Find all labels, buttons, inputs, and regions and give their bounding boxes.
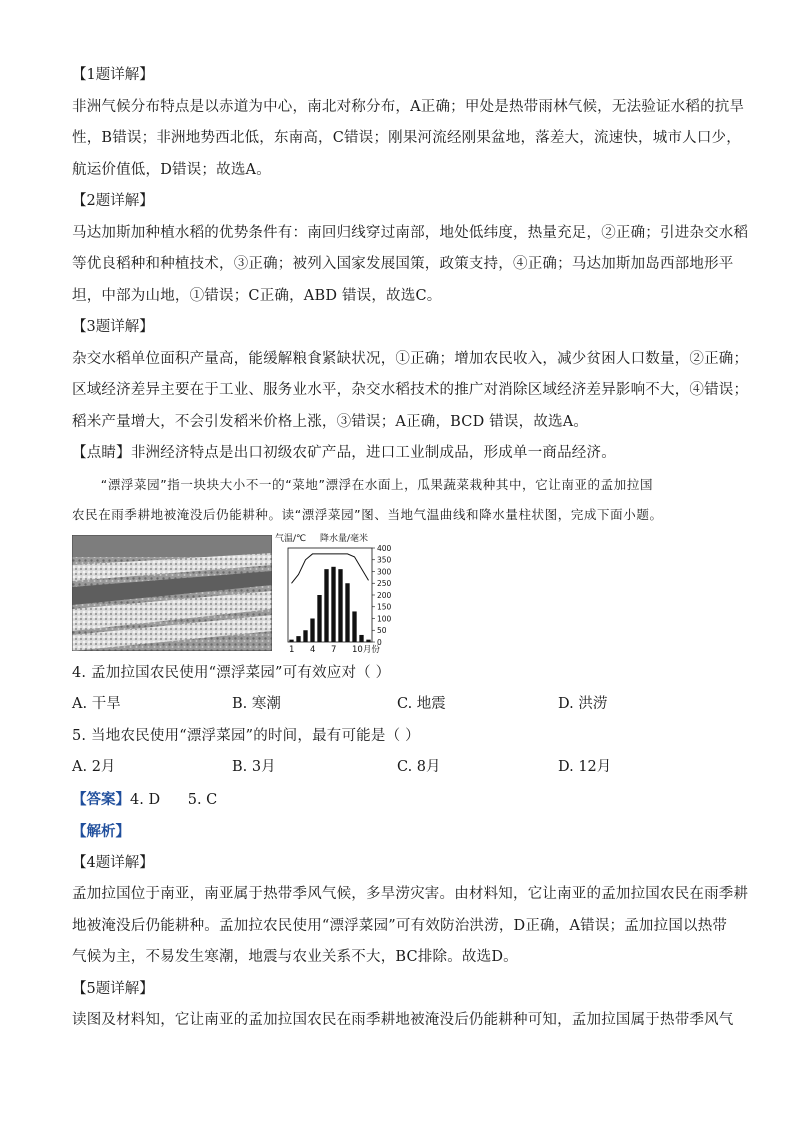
y-right-tick-label: 50: [377, 625, 387, 635]
question-4-options: [72, 689, 722, 721]
section-2-heading: 【2题详解】: [72, 193, 154, 209]
question-4-stem: 4. 孟加拉国农民使用“漂浮菜园”可有效应对（ ）: [72, 664, 391, 681]
x-tick-label: 10月份: [352, 644, 380, 654]
precip-bar: [352, 611, 356, 642]
y-right-label: 降水量/毫米: [320, 533, 369, 544]
y-right-tick-label: 0: [377, 637, 382, 647]
section-3-line: 杂交水稻单位面积产量高，能缓解粮食紧缺状况，①正确；增加农民收入，减少贫困人口数量，②正确；: [72, 350, 749, 367]
plot-frame: [288, 548, 372, 642]
x-tick-label: 4: [310, 644, 316, 654]
option-b: B. 3月: [232, 759, 276, 775]
climate-chart: [274, 532, 406, 654]
answer-text: 4. D 5. C: [130, 791, 218, 808]
page-content: [72, 60, 749, 1037]
section-3-line: 稻米产量增大，不会引发稻米价格上涨，③错误；A正确，BCD 错误，故选A。: [72, 413, 589, 430]
section-3-heading: 【3题详解】: [72, 319, 154, 335]
y-left-label: 气温/℃: [275, 533, 307, 544]
y-right-tick-label: 250: [377, 578, 392, 588]
precip-bar: [359, 634, 363, 641]
option-a: A. 2月: [72, 759, 116, 775]
section-2-line: 等优良稻种和种植技术，③正确；被列入国家发展国策，政策支持，④正确；马达加斯加岛西部地形平: [72, 256, 734, 272]
precip-bar: [338, 569, 342, 642]
tip-paragraph: [72, 438, 722, 470]
option-d: D. 12月: [558, 759, 612, 775]
tip-text: 非洲经济特点是出口初级农矿产品，进口工业制成品，形成单一商品经济。: [130, 445, 616, 461]
section-1-heading: 【1题详解】: [72, 67, 154, 83]
tip-label: 【点睛】: [72, 445, 131, 461]
precip-bar: [331, 566, 335, 641]
section-5-heading: 【5题详解】: [72, 980, 154, 997]
answer-line: [72, 784, 722, 817]
section-1-line: 非洲气候分布特点是以赤道为中心，南北对称分布，A正确；甲处是热带雨林气候，无法验证水稻的抗旱: [72, 98, 745, 115]
option-a: A. 干旱: [72, 696, 121, 712]
temperature-curve: [292, 553, 369, 582]
section-4-line: 地被淹没后仍能耕种。孟加拉农民使用“漂浮菜园”可有效防治洪涝，D正确，A错误；孟加拉国以热带: [72, 917, 728, 934]
section-5-line: 读图及材料知，它让南亚的孟加拉国农民在雨季耕地被淹没后仍能耕种可知，孟加拉国属于热带季风气: [72, 1012, 734, 1028]
y-right-tick-label: 150: [377, 602, 392, 612]
precip-bar: [317, 595, 321, 642]
y-right-tick-label: 350: [377, 555, 392, 565]
option-c: C. 8月: [397, 759, 441, 775]
precip-bar: [289, 639, 293, 641]
question-5-options: [72, 752, 722, 784]
section-2-line: 坦，中部为山地，①错误；C正确，ABD 错误，故选C。: [72, 287, 442, 304]
section-3-line: 区域经济差异主要在于工业、服务业水平，杂交水稻技术的推广对消除区域经济差异影响不大，④错误；: [72, 382, 749, 398]
section-4-heading: 【4题详解】: [72, 854, 154, 871]
analysis-label: 【解析】: [72, 823, 130, 840]
option-b: B. 寒潮: [232, 696, 281, 712]
precip-bar: [324, 569, 328, 642]
section-1-line: 航运价值低，D错误；故选A。: [72, 161, 271, 178]
precip-bar: [366, 639, 370, 641]
figure-row: [72, 532, 722, 654]
floating-garden-photo: [72, 535, 272, 651]
section-2-line: 马达加斯加种植水稻的优势条件有：南回归线穿过南部，地处低纬度，热量充足，②正确；引进杂交水稻: [72, 224, 749, 241]
precip-bar: [296, 636, 300, 642]
precip-bar: [310, 618, 314, 642]
y-right-tick-label: 200: [377, 590, 392, 600]
answer-label: 【答案】: [72, 790, 130, 808]
option-c: C. 地震: [397, 696, 446, 712]
intro-line: “漂浮菜园”指一块块大小不一的“菜地”漂浮在水面上，瓜果蔬菜栽种其中，它让南亚的孟加拉国: [100, 476, 654, 492]
y-right-tick-label: 400: [377, 543, 392, 553]
section-1-line: 性，B错误；非洲地势西北低，东南高，C错误；刚果河流经刚果盆地，落差大，流速快，城市人口少，: [72, 130, 741, 146]
x-tick-label: 7: [331, 644, 337, 654]
section-4-line: 孟加拉国位于南亚，南亚属于热带季风气候，多旱涝灾害。由材料知，它让南亚的孟加拉国农民在雨季耕: [72, 886, 749, 902]
x-tick-label: 1: [289, 644, 295, 654]
section-4-line: 气候为主，不易发生寒潮，地震与农业关系不大，BC排除。故选D。: [72, 949, 518, 965]
precip-bar: [303, 630, 307, 642]
question-5-stem: 5. 当地农民使用“漂浮菜园”的时间，最有可能是（ ）: [72, 727, 420, 744]
option-d: D. 洪涝: [558, 696, 608, 712]
y-right-tick-label: 100: [377, 613, 392, 623]
precip-bar: [345, 583, 349, 642]
y-right-tick-label: 300: [377, 566, 392, 576]
intro-line: 农民在雨季耕地被淹没后仍能耕种。读“漂浮菜园”图、当地气温曲线和降水量柱状图，完成下面小题。: [72, 506, 663, 522]
